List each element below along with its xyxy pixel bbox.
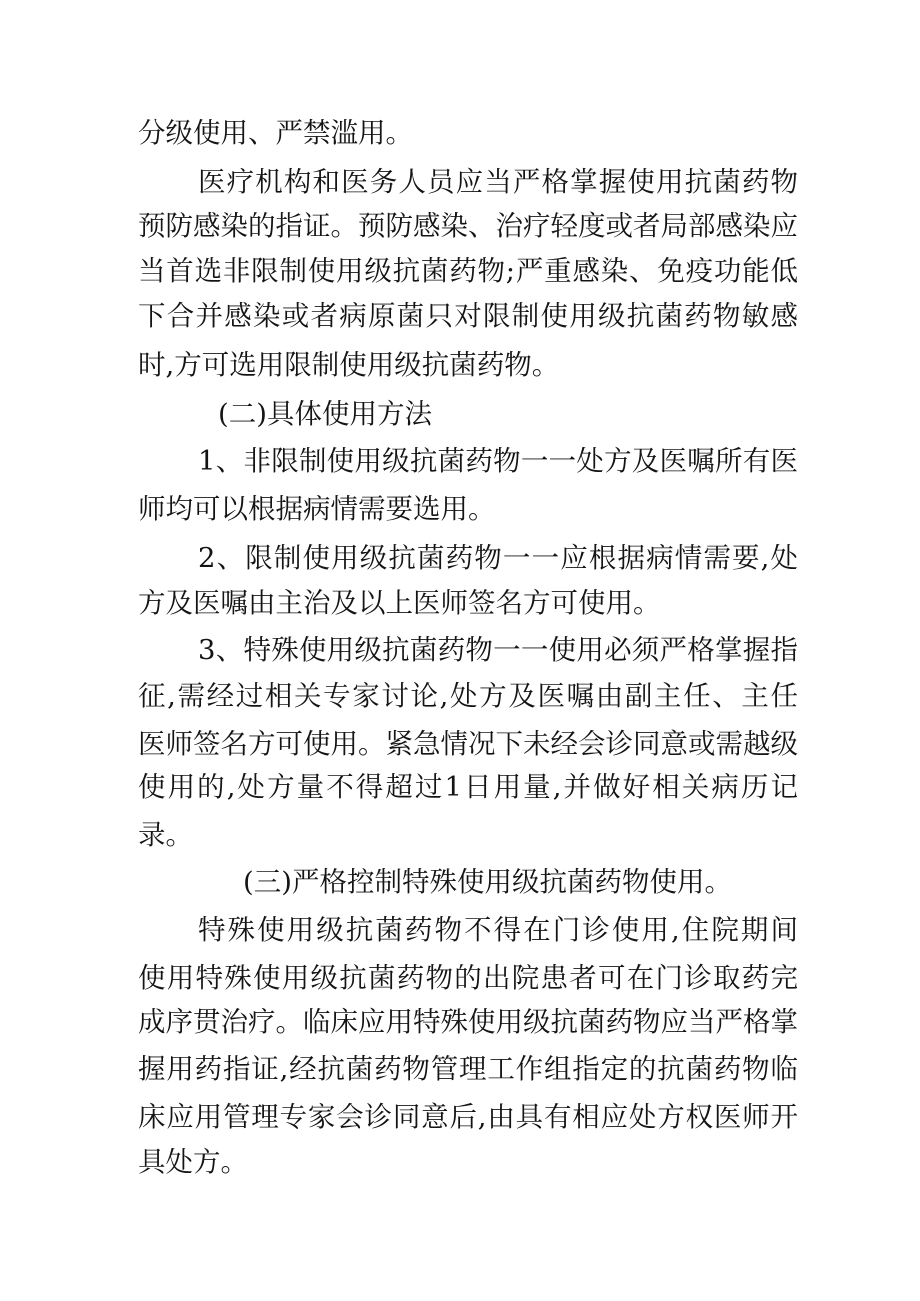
list-item-3-line: 录。 (138, 819, 193, 851)
text-line: 使用特殊使用级抗菌药物的出院患者可在门诊取药完 (138, 962, 798, 994)
list-item-3-line: 征,需经过相关专家讨论,处方及医嘱由副主任、主任 (138, 680, 798, 712)
text-line: 预防感染的指证。预防感染、治疗轻度或者局部感染应 (138, 210, 798, 242)
text-line: 具处方。 (138, 1146, 248, 1178)
text-line: 当首选非限制使用级抗菌药物;严重感染、免疫功能低 (138, 255, 798, 287)
section-heading-3: (三)严格控制特殊使用级抗菌药物使用。 (243, 866, 732, 898)
list-item-3-first-line: 3、特殊使用级抗菌药物一一使用必须严格掌握指 (198, 634, 798, 666)
list-item-3-line: 使用的,处方量不得超过1日用量,并做好相关病历记 (138, 771, 798, 803)
text-line: 床应用管理专家会诊同意后,由具有相应处方权医师开 (138, 1101, 798, 1133)
text-line: 时,方可选用限制使用级抗菌药物。 (138, 349, 560, 381)
list-item-1-first-line: 1、非限制使用级抗菌药物一一处方及医嘱所有医 (198, 445, 798, 477)
section-heading-2: (二)具体使用方法 (218, 398, 432, 430)
text-line: 成序贯治疗。临床应用特殊使用级抗菌药物应当严格掌 (138, 1006, 798, 1038)
list-item-2-line: 方及医嘱由主治及以上医师签名方可使用。 (138, 587, 661, 619)
list-item-1-line: 师均可以根据病情需要选用。 (138, 493, 496, 525)
list-item-2-first-line: 2、限制使用级抗菌药物一一应根据病情需要,处 (198, 542, 798, 574)
text-line: 下合并感染或者病原菌只对限制使用级抗菌药物敏感 (138, 300, 798, 332)
paragraph-first-line: 特殊使用级抗菌药物不得在门诊使用,住院期间 (198, 914, 798, 946)
text-line: 握用药指证,经抗菌药物管理工作组指定的抗菌药物临 (138, 1053, 798, 1085)
text-line-continuation: 分级使用、严禁滥用。 (138, 117, 413, 149)
list-item-3-line: 医师签名方可使用。紧急情况下未经会诊同意或需越级 (138, 728, 798, 760)
paragraph-first-line: 医疗机构和医务人员应当严格掌握使用抗菌药物 (198, 166, 798, 198)
